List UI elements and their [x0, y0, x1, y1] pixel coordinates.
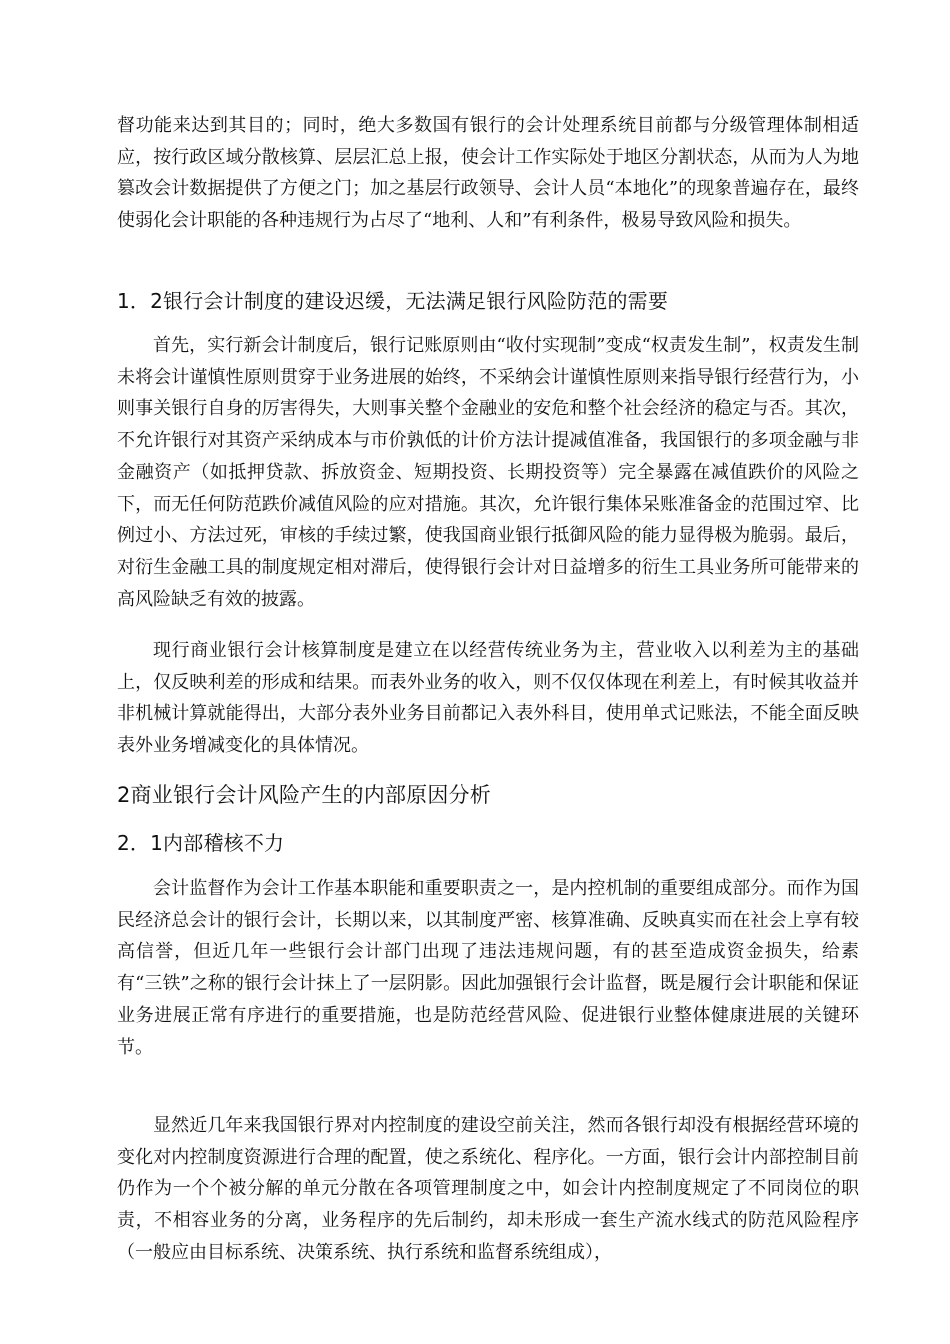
- paragraph-continued: 督功能来达到其目的；同时，绝大多数国有银行的会计处理系统目前都与分级管理体制相适应，按行政区域分散核算、层层汇总上报，使会计工作实际处于地区分割状态，从而为人为地篡改会计数据提供了方便之门；加之基层行政领导、会计人员“本地化”的现象普遍存在，最终使弱化会计职能的各种违规行为占尽了“地利、人和”有利条件，极易导致风险和损失。: [117, 115, 859, 232]
- paragraph-2-1-a: 会计监督作为会计工作基本职能和重要职责之一，是内控机制的重要组成部分。而作为国民经济总会计的银行会计，长期以来，以其制度严密、核算准确、反映真实而在社会上享有较高信誉，但近几年一些银行会计部门出现了违法违规问题，有的甚至造成资金损失，给素有“三铁”之称的银行会计抹上了一层阴影。因此加强银行会计监督，既是履行会计职能和保证业务进展正常有序进行的重要措施，也是防范经营风险、促进银行业整体健康进展的关键环节。: [117, 878, 859, 1058]
- section-heading-2: 2商业银行会计风险产生的内部原因分析: [117, 783, 491, 807]
- section-heading-1-2: 1．2银行会计制度的建设迟缓，无法满足银行风险防范的需要: [117, 289, 669, 313]
- section-heading-2-1: 2．1内部稽核不力: [117, 831, 285, 855]
- paragraph-1-2-b: 现行商业银行会计核算制度是建立在以经营传统业务为主，营业收入以利差为主的基础上，仅反映利差的形成和结果。而表外业务的收入，则不仅仅体现在利差上，有时候其收益并非机械计算就能得出，大部分表外业务目前都记入表外科目，使用单式记账法，不能全面反映表外业务增减变化的具体情况。: [117, 640, 859, 757]
- paragraph-2-1-b: 显然近几年来我国银行界对内控制度的建设空前关注，然而各银行却没有根据经营环境的变化对内控制度资源进行合理的配置，使之系统化、程序化。一方面，银行会计内部控制目前仍作为一个个被分解的单元分散在各项管理制度之中，如会计内控制度规定了不同岗位的职责，不相容业务的分离，业务程序的先后制约，却未形成一套生产流水线式的防范风险程序（一般应由目标系统、决策系统、执行系统和监督系统组成），: [117, 1115, 859, 1263]
- paragraph-1-2-a: 首先，实行新会计制度后，银行记账原则由“收付实现制”变成“权责发生制”，权责发生制未将会计谨慎性原则贯穿于业务进展的始终，不采纳会计谨慎性原则来指导银行经营行为，小则事关银行自身的厉害得失，大则事关整个金融业的安危和整个社会经济的稳定与否。其次，不允许银行对其资产采纳成本与市价孰低的计价方法计提减值准备，我国银行的多项金融与非金融资产（如抵押贷款、拆放资金、短期投资、长期投资等）完全暴露在减值跌价的风险之下，而无任何防范跌价减值风险的应对措施。其次，允许银行集体呆账准备金的范围过窄、比例过小、方法过死，审核的手续过繁，使我国商业银行抵御风险的能力显得极为脆弱。最后，对衍生金融工具的制度规定相对滞后，使得银行会计对日益增多的衍生工具业务所可能带来的高风险缺乏有效的披露。: [117, 335, 859, 610]
